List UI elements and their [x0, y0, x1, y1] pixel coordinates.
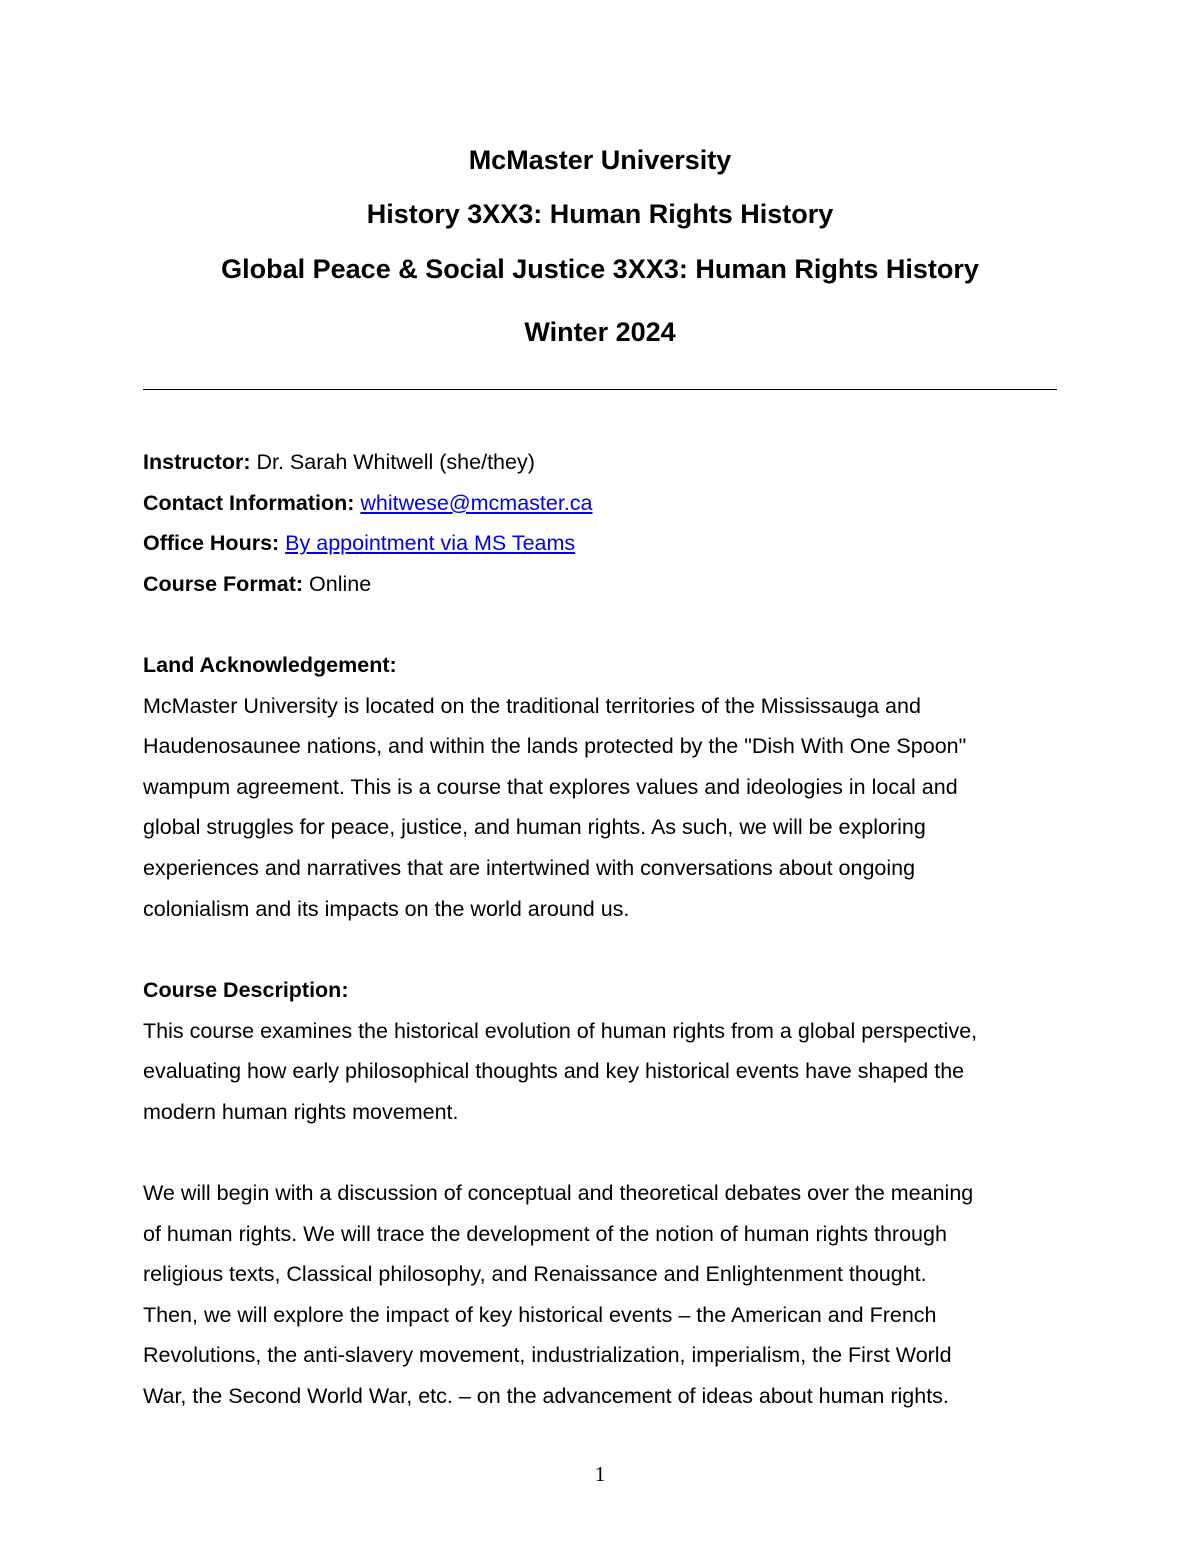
- course-title-gpsj: Global Peace & Social Justice 3XX3: Human Rights History: [221, 254, 979, 284]
- description-line: religious texts, Classical philosophy, and Renaissance and Enlightenment thought.: [143, 1262, 927, 1287]
- horizontal-divider: [143, 389, 1057, 390]
- instructor-line: [143, 442, 1073, 483]
- course-description-paragraph-2: [143, 1173, 1073, 1417]
- course-format-label: Course Format:: [143, 571, 304, 596]
- instructor-label: Instructor:: [143, 450, 251, 474]
- course-info: [143, 442, 1073, 604]
- office-hours-label: Office Hours:: [143, 531, 280, 556]
- land-ack-line: Haudenosaunee nations, and within the lands protected by the "Dish With One Spoon": [143, 734, 967, 759]
- description-line: of human rights. We will trace the development of the notion of human rights through: [143, 1221, 947, 1246]
- land-ack-line: colonialism and its impacts on the world around us.: [143, 896, 630, 921]
- description-line: Revolutions, the anti-slavery movement, industrialization, imperialism, the First World: [143, 1343, 952, 1368]
- contact-email-link[interactable]: whitwese@mcmaster.ca: [360, 490, 593, 515]
- page-number: 1: [594, 1462, 606, 1486]
- contact-line: [143, 483, 1073, 524]
- university-title: McMaster University: [468, 145, 732, 175]
- instructor-value: Dr. Sarah Whitwell (she/they): [250, 450, 535, 474]
- land-ack-line: global struggles for peace, justice, and human rights. As such, we will be exploring: [143, 815, 926, 840]
- course-description-heading: Course Description:: [143, 978, 349, 1002]
- description-line: evaluating how early philosophical thoughts and key historical events have shaped the: [143, 1059, 965, 1084]
- description-line: modern human rights movement.: [143, 1099, 459, 1124]
- description-line: War, the Second World War, etc. – on the advancement of ideas about human rights.: [143, 1383, 949, 1408]
- description-line: We will begin with a discussion of conceptual and theoretical debates over the meaning: [143, 1181, 974, 1205]
- course-format-line: [143, 564, 1073, 605]
- land-ack-line: McMaster University is located on the traditional territories of the Mississauga and: [143, 693, 921, 718]
- office-hours-line: [143, 523, 1073, 564]
- land-acknowledgement-section: [143, 645, 1073, 929]
- description-line: This course examines the historical evolution of human rights from a global perspective,: [143, 1018, 978, 1043]
- course-description-section: [143, 970, 1073, 1132]
- course-format-value: Online: [303, 571, 372, 596]
- contact-label: Contact Information:: [143, 490, 355, 515]
- office-hours-link[interactable]: By appointment via MS Teams: [285, 531, 576, 556]
- land-acknowledgement-heading: Land Acknowledgement:: [143, 653, 397, 677]
- land-ack-line: wampum agreement. This is a course that explores values and ideologies in local and: [143, 774, 958, 799]
- course-title-history: History 3XX3: Human Rights History: [366, 199, 834, 229]
- description-line: Then, we will explore the impact of key historical events – the American and French: [143, 1302, 937, 1327]
- term-title: Winter 2024: [524, 317, 676, 347]
- land-ack-line: experiences and narratives that are intertwined with conversations about ongoing: [143, 855, 916, 880]
